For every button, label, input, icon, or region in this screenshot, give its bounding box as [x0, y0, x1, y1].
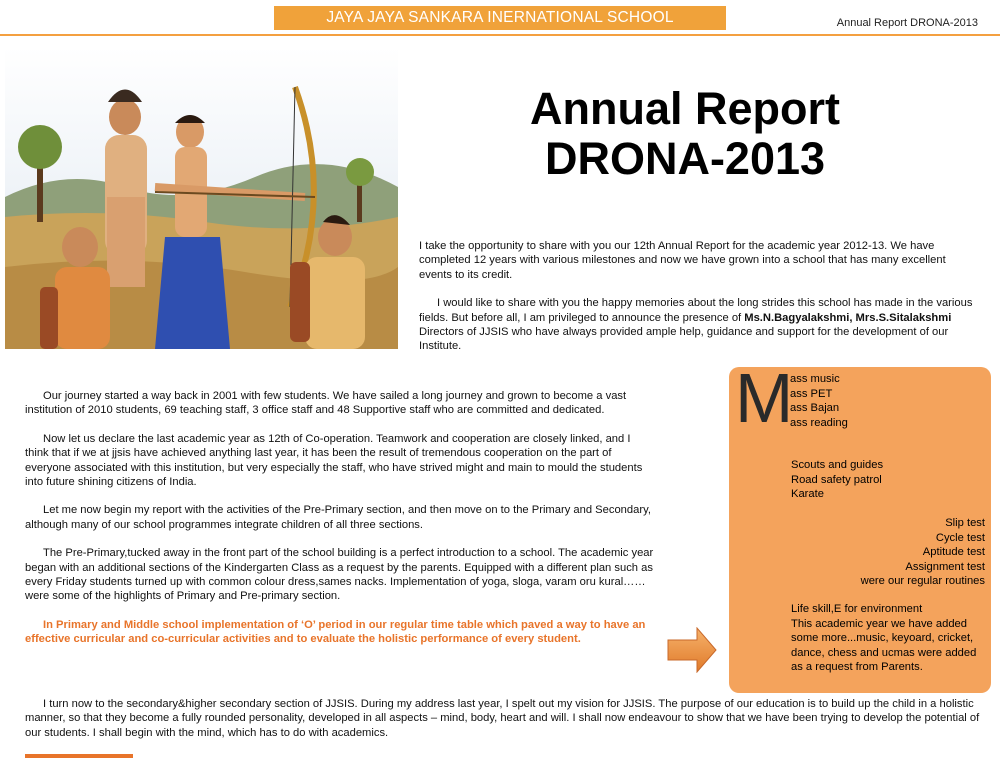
- intro-paragraph-1: I take the opportunity to share with you our 12th Annual Report for the academic year 2012-13. We have completed 12 years with various milestones and now we have grown into a school that has many excellent events to its credit.: [419, 240, 946, 281]
- list-item: Karate: [791, 488, 824, 500]
- body-p4-text: The Pre-Primary,tucked away in the front part of the school building is a perfect introduction to a school. The academic year began with an additional sections of the Kindergarten Class as a request by the parents. Equipped with a different plan such as every Friday students turned up with common colour dress,sames nacks. Implementation of yoga, sloga, varam oru kural…… were some of the highlights of Primary and Pre-primary section.: [25, 547, 654, 603]
- body-p6-text: I turn now to the secondary&higher secondary section of JJSIS. During my address last year, I spelt out my vision for JJSIS. The purpose of our education is to build up the child in a holistic manner, so that they become a fully rounded personality, developed in all aspects – mind, body, heart and will. I shall now endeavour to show that we have been trying to develop the potential of our students. I shall begin with the mind, which has to do with academics.: [25, 698, 980, 739]
- body-paragraph-1: [25, 389, 655, 418]
- archery-scene-image: [5, 47, 398, 349]
- secondary-section-paragraph: [25, 697, 995, 740]
- list-item: Cycle test: [935, 531, 985, 544]
- body-p2-text: Now let us declare the last academic year as 12th of Co-operation. Teamwork and cooperation are closely linked, and I think that if we at jjsis have achieved anything last year, it has been the result of tremendous cooperation on the part of everyone associated with this institution, but very especially the staff, who have strived might and main to mould the students into future shining citizens of India.: [25, 432, 643, 489]
- life-skills-note: [791, 602, 989, 675]
- intro-section: [419, 239, 979, 354]
- right-arrow-icon: [667, 627, 717, 673]
- intro-p2-start: I would like to share with you the happy memories about the long strides this school has made in the various fields. But before all, I am privileged to announce the presence of: [419, 297, 973, 324]
- intro-p2-end: Directors of JJSIS who have always provided ample help, guidance and support for the development of our Institute.: [419, 326, 949, 353]
- directors-names: Ms.N.Bagyalakshmi, Mrs.S.Sitalakshmi: [744, 311, 952, 324]
- header-bar: [0, 0, 1000, 36]
- mass-activities-list: [790, 372, 848, 430]
- list-item: Slip test: [945, 517, 985, 529]
- body-paragraph-2: [25, 432, 655, 490]
- list-item: were our regular routines: [860, 575, 985, 587]
- highlight-paragraph: [25, 618, 655, 647]
- title-line-1: Annual Report: [530, 83, 840, 134]
- life-skills-text: This academic year we have added some more...music, keyoard, cricket, dance, chess and ucmas were added as a request from Parents.: [791, 617, 977, 673]
- body-paragraph-3: [25, 503, 655, 532]
- archery-illustration: [5, 47, 398, 349]
- activities-box: [729, 359, 991, 693]
- list-item: Assignment test: [905, 560, 985, 573]
- list-item: ass reading: [790, 416, 848, 429]
- report-label: Annual Report DRONA-2013: [836, 17, 978, 29]
- school-name-banner: JAYA JAYA SANKARA INERNATIONAL SCHOOL: [274, 6, 726, 30]
- list-item: ass PET: [790, 387, 833, 400]
- title-line-2: DRONA-2013: [544, 133, 826, 184]
- list-item: Aptitude test: [922, 546, 985, 558]
- highlight-text: In Primary and Middle school implementation of ‘O’ period in our regular time table which paved a way to have an effective curricular and co-curricular activities and to evaluate the holistic performance of every student.: [25, 618, 646, 646]
- body-paragraph-4: [25, 546, 655, 604]
- body-p3-text: Let me now begin my report with the activities of the Pre-Primary section, and then move on to the Primary and Secondary, although many of our school programmes integrate children of all three sections.: [25, 504, 651, 531]
- footer-accent-bar: [25, 754, 133, 758]
- list-item: ass Bajan: [790, 402, 840, 414]
- intro-paragraph-2: [419, 296, 979, 354]
- list-item: Road safety patrol: [791, 473, 882, 486]
- tests-list: [861, 516, 985, 589]
- clubs-list: [791, 458, 883, 502]
- drop-cap-letter: M: [735, 359, 794, 437]
- life-skills-title: Life skill,E for environment: [791, 603, 923, 615]
- main-body: [25, 389, 655, 647]
- page-title: [450, 84, 920, 184]
- body-p1-text: Our journey started a way back in 2001 with few students. We have sailed a long journey and grown to become a vast institution of 2010 students, 69 teaching staff, 3 office staff and 48 Supportive staff who are committed and dedicated.: [25, 390, 627, 417]
- list-item: ass music: [790, 373, 840, 385]
- header-divider: [0, 34, 1000, 36]
- list-item: Scouts and guides: [791, 459, 884, 471]
